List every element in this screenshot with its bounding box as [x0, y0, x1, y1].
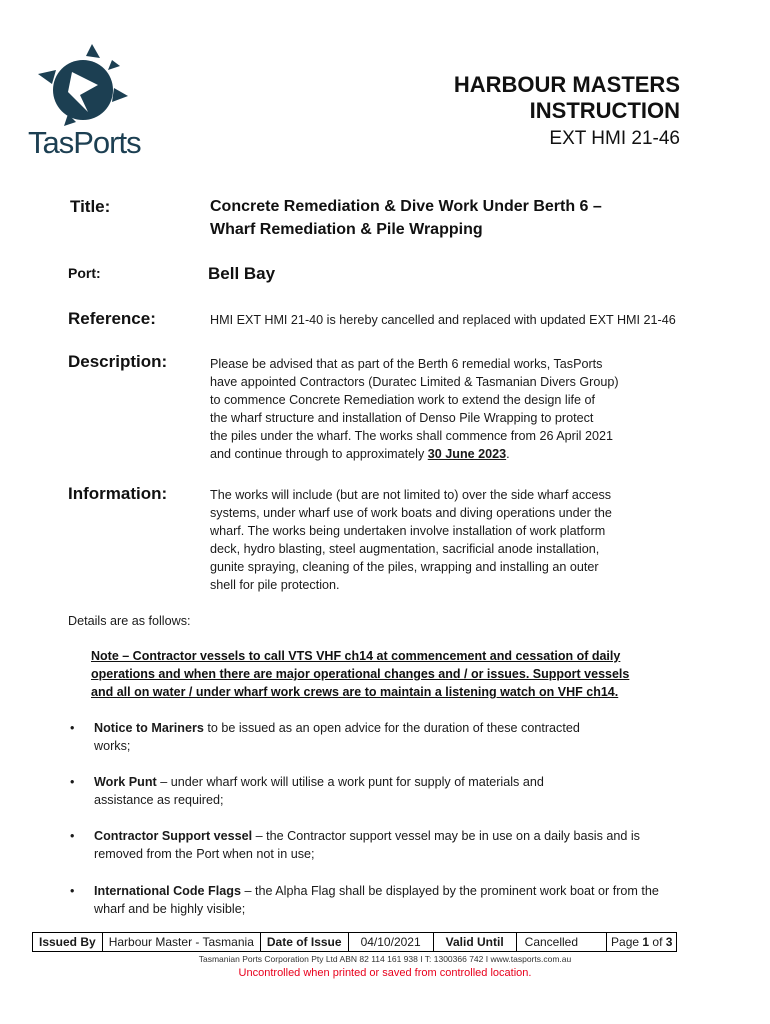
- information-text: [210, 486, 690, 594]
- note-line: operations and when there are major operational changes and / or issues. Support vessels: [91, 667, 630, 681]
- valid-until-value: Cancelled: [516, 933, 606, 952]
- bullet-item: [70, 882, 730, 918]
- bullet-text-cont: works;: [94, 739, 131, 753]
- bullet-title: Work Punt: [94, 775, 157, 789]
- information-line: The works will include (but are not limited to) over the side wharf access: [210, 488, 612, 502]
- page-prefix: Page: [611, 935, 643, 949]
- bullet-dot-icon: •: [70, 775, 75, 789]
- bullet-text: – under wharf work will utilise a work punt for supply of materials and: [156, 775, 544, 789]
- valid-until-label: Valid Until: [433, 933, 516, 952]
- description-text: [210, 355, 680, 463]
- document-title: HARBOUR MASTERS INSTRUCTION: [453, 72, 680, 123]
- information-line: gunite spraying, cleaning of the piles, wrapping and installing an outer: [210, 560, 599, 574]
- bullet-title: International Code Flags: [94, 884, 241, 898]
- bullet-item: [70, 719, 730, 755]
- bullet-text: – the Contractor support vessel may be in use on a daily basis and is: [252, 829, 640, 843]
- bullet-text-cont: assistance as required;: [94, 793, 224, 807]
- title-line-2: Wharf Remediation & Pile Wrapping: [210, 221, 483, 238]
- information-label: Information:: [68, 484, 168, 503]
- note-line: and all on water / under wharf work crews are to maintain a listening watch on VHF ch14.: [91, 685, 619, 699]
- vhf-note: [91, 647, 691, 701]
- issued-by-label: Issued By: [33, 933, 103, 952]
- information-line: shell for pile protection.: [210, 578, 340, 592]
- port-label: Port:: [68, 265, 101, 281]
- reference-label: Reference:: [68, 309, 156, 328]
- description-line: to commence Concrete Remediation work to extend the design life of: [210, 393, 596, 407]
- logo-text: TasPorts: [28, 125, 141, 160]
- title-line-1: Concrete Remediation & Dive Work Under Berth 6 –: [210, 198, 602, 215]
- bullet-text: – the Alpha Flag shall be displayed by the prominent work boat or from the: [240, 884, 659, 898]
- bullet-text: to be issued as an open advice for the duration of these contracted: [203, 721, 580, 735]
- page-of: of: [649, 935, 666, 949]
- bullet-text-cont: wharf and be highly visible;: [94, 902, 246, 916]
- bullet-dot-icon: •: [70, 721, 75, 735]
- note-line: Note – Contractor vessels to call VTS VHF ch14 at commencement and cessation of daily: [91, 649, 621, 663]
- corporation-details: Tasmanian Ports Corporation Pty Ltd ABN 82 114 161 938 I T: 1300366 742 I www.tasports.com.au: [198, 954, 572, 964]
- page-current: 1: [642, 935, 650, 949]
- footer-row: [33, 933, 677, 952]
- description-line-last: [210, 445, 680, 463]
- description-end-date: 30 June 2023: [427, 447, 507, 461]
- bullet-dot-icon: •: [70, 884, 75, 898]
- date-of-issue-label: Date of Issue: [260, 933, 348, 952]
- tasports-logo: [28, 40, 143, 165]
- description-line: the piles under the wharf. The works shall commence from 26 April 2021: [210, 429, 613, 443]
- description-label: Description:: [68, 352, 168, 371]
- description-line: Please be advised that as part of the Berth 6 remedial works, TasPorts: [210, 357, 603, 371]
- page-number: [607, 933, 677, 952]
- bullet-dot-icon: •: [70, 829, 75, 843]
- description-line: have appointed Contractors (Duratec Limited & Tasmanian Divers Group): [210, 375, 619, 389]
- bullet-title: Notice to Mariners: [94, 721, 204, 735]
- information-line: deck, hydro blasting, steel augmentation, sacrificial anode installation,: [210, 542, 600, 556]
- information-line: systems, under wharf use of work boats and diving operations under the: [210, 506, 612, 520]
- port-value: Bell Bay: [208, 264, 276, 283]
- description-prefix: and continue through to approximately: [210, 447, 428, 461]
- compass-logo-icon: [28, 40, 143, 130]
- bullet-item: [70, 827, 730, 863]
- information-line: wharf. The works being undertaken involve installation of work platform: [210, 524, 606, 538]
- title-label: Title:: [70, 197, 111, 216]
- details-intro: Details are as follows:: [68, 614, 191, 628]
- bullet-item: [70, 773, 730, 809]
- footer-table: [32, 932, 677, 952]
- bullet-title: Contractor Support vessel: [94, 829, 253, 843]
- date-of-issue-value: 04/10/2021: [348, 933, 433, 952]
- description-line: the wharf structure and installation of Denso Pile Wrapping to protect: [210, 411, 594, 425]
- document-reference-code: EXT HMI 21-46: [549, 128, 680, 149]
- reference-value: HMI EXT HMI 21-40 is hereby cancelled and replaced with updated EXT HMI 21-46: [210, 313, 676, 327]
- title-value: [210, 195, 602, 241]
- page-total: 3: [665, 935, 673, 949]
- bullet-text-cont: removed from the Port when not in use;: [94, 847, 315, 861]
- uncontrolled-warning: Uncontrolled when printed or saved from controlled location.: [238, 967, 532, 979]
- description-suffix: .: [506, 447, 510, 461]
- issued-by-value: Harbour Master - Tasmania: [102, 933, 260, 952]
